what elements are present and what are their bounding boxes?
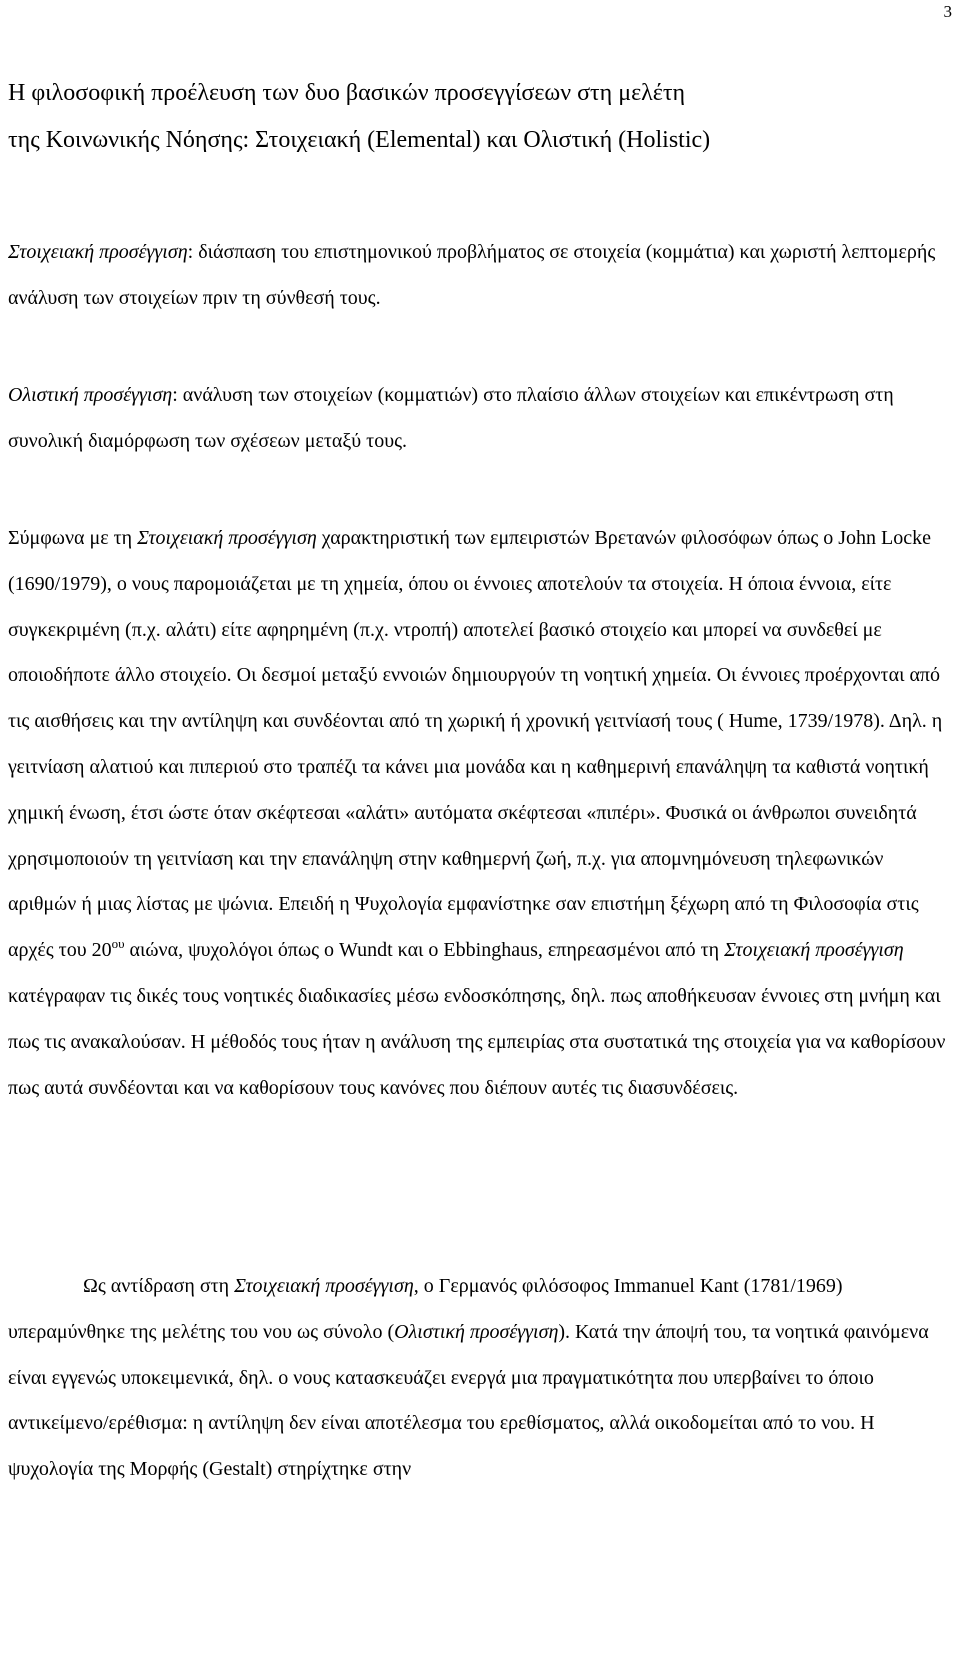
para3-text-1: Σύμφωνα με τη — [8, 527, 138, 549]
title-line-1: Η φιλοσοφική προέλευση των δυο βασικών προσεγγίσεων στη μελέτη — [8, 80, 686, 106]
para3-term-2: Στοιχειακή προσέγγιση — [724, 939, 904, 962]
term-elemental-approach: Στοιχειακή προσέγγιση — [8, 241, 188, 263]
para3-text-4: κατέγραφαν τις δικές τους νοητικές διαδικασίες μέσω ενδοσκόπησης, δηλ. πως αποθήκευσαν έννοιες στη μνήμη και πως τις ανακαλούσαν. Η μέθοδός τους ήταν η ανάλυση της εμπειρίας στα συστατικά της στοιχεία για να καθορίσουν πως αυτά συνδέονται και να καθορίσουν τους κανόνες που διέπουν αυτές τις διασυνδέσεις. — [8, 984, 946, 1099]
page-number: 3 — [943, 2, 952, 21]
para4-text-1: Ως αντίδραση στη — [83, 1275, 235, 1297]
document-title — [8, 70, 948, 164]
para4-text-3: ). Κατά την άποψή του, τα νοητικά φαινόμενα είναι εγγενώς υποκειμενικά, δηλ. ο νους κατασκευάζει ενεργά μια πραγματικότητα που υπερβαίνει το όποιο αντικείμενο/ερέθισμα: η αντίληψη δεν είναι αποτέλεσμα του ερεθίσματος, αλλά οικοδομείται από το νου. Η ψυχολογία της Μορφής (Gestalt) στηρίχτηκε στην — [8, 1320, 929, 1481]
definition-elemental-text: : διάσπαση του επιστημονικού προβλήματος σε στοιχεία (κομμάτια) και χωριστή λεπτομερής ανάλυση των στοιχείων πριν τη σύνθεσή τους. — [8, 241, 936, 309]
para3-text-3: αιώνα, ψυχολόγοι όπως ο Wundt και ο Ebbinghaus, επηρεασμένοι από τη — [124, 939, 725, 962]
paragraph-elemental-history — [8, 516, 952, 1111]
title-line-2: της Κοινωνικής Νόησης: Στοιχειακή (Elemental) και Ολιστική (Holistic) — [8, 127, 711, 153]
para3-text-2: χαρακτηριστική των εμπειριστών Βρετανών φιλοσόφων όπως ο John Locke (1690/1979), ο νους παρομοιάζεται με τη χημεία, όπου οι έννοιες αποτελούν τα στοιχεία. Η όποια έννοια, είτε συγκεκριμένη (π.χ. αλάτι) είτε αφηρημένη (π.χ. ντροπή) αποτελεί βασικό στοιχείο και μπορεί να συνδεθεί με οποιοδήποτε άλλο στοιχείο. Οι δεσμοί μεταξύ εννοιών δημιουργούν τη νοητική χημεία. Οι έννοιες προέρχονται από τις αισθήσεις και την αντίληψη και συνδέονται από τη χωρική ή χρονική γειτνίασή τους ( Hume, 1739/1978). Δηλ. η γειτνίαση αλατιού και πιπεριού στο τραπέζι τα κάνει μια μονάδα και η καθημερινή επανάληψη τα καθιστά νοητική χημική ένωση, έτσι ώστε όταν σκέφτεσαι «αλάτι» αυτόματα σκέφτεσαι «πιπέρι». Φυσικά οι άνθρωποι συνειδητά χρησιμοποιούν τη γειτνίαση και την επανάληψη στην καθημερνή ζωή, π.χ. για απομνημόνευση τηλεφωνικών αριθμών ή μιας λίστας με ψώνια. Επειδή η Ψυχολογία εμφανίστηκε σαν επιστήμη ξέχωρη από τη Φιλοσοφία στις αρχές του 20 — [8, 527, 943, 962]
para4-text-2: , ο Γερμανός φιλόσοφος Immanuel Kant (1781/1969) υπεραμύνθηκε της μελέτης του νου ως σύνολο ( — [8, 1275, 843, 1343]
para3-term-1: Στοιχειακή προσέγγιση — [137, 527, 317, 549]
term-holistic-approach: Ολιστική προσέγγιση — [8, 384, 173, 406]
para3-superscript: ου — [111, 936, 125, 952]
definition-holistic-text: : ανάλυση των στοιχείων (κομματιών) στο πλαίσιο άλλων στοιχείων και επικέντρωση στη συνολική διαμόρφωση των σχέσεων μεταξύ τους. — [8, 384, 894, 452]
definition-elemental — [8, 230, 952, 322]
paragraph-kant-reaction — [8, 1264, 952, 1493]
para4-term-1: Στοιχειακή προσέγγιση — [234, 1275, 414, 1297]
para4-term-2: Ολιστική προσέγγιση — [394, 1320, 559, 1343]
definition-holistic — [8, 373, 952, 465]
